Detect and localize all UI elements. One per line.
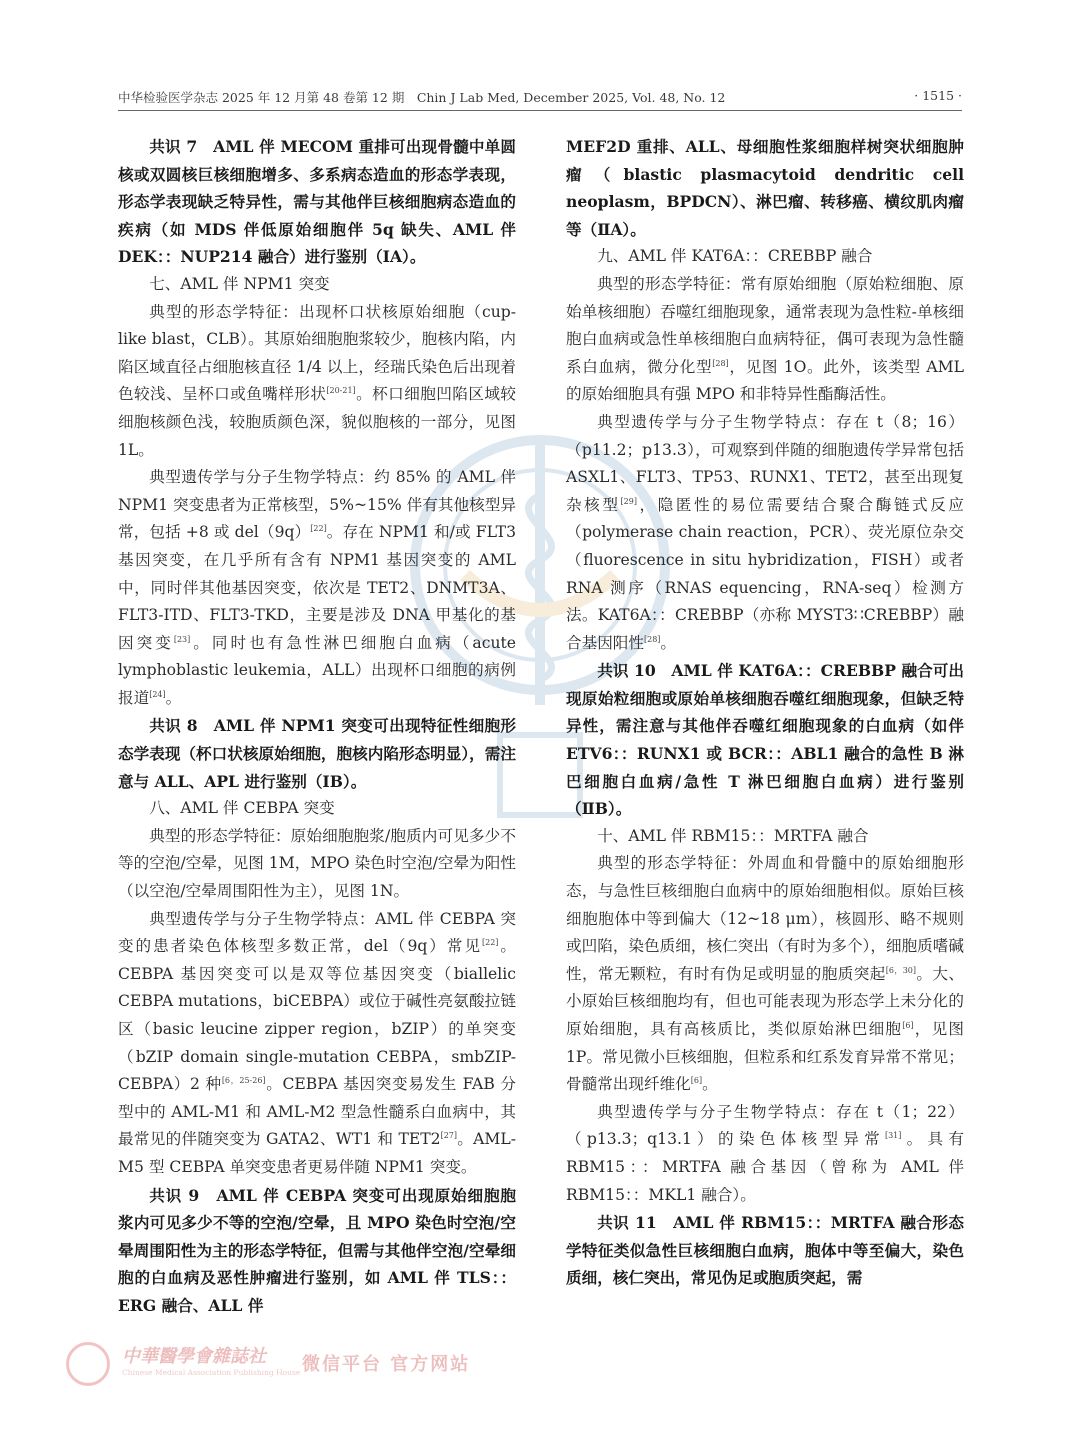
section-heading-7: 七、AML 伴 NPM1 突变 (149, 274, 330, 293)
citation-ref: [29] (620, 496, 637, 506)
citation-ref: [22] (310, 524, 327, 534)
journal-citation: 中华检验医学杂志 2025 年 12 月第 48 卷第 12 期 Chin J Lab Med, December 2025, Vol. 48, No. 12 (118, 90, 726, 105)
consensus-8: 共识 8 AML 伴 NPM1 突变可出现特征性细胞形态学表现（杯口状核原始细胞，胞核内陷形态明显），需注意与 ALL、APL 进行鉴别（ⅠB）。 (118, 716, 516, 791)
npm1-genetics-paragraph: 典型遗传学与分子生物学特点：约 85% 的 AML 伴 NPM1 突变患者为正常核型，5%~15% 伴有其他核型异常，包括 +8 或 del（9q）[22]。存在 NPM1 和/或 FLT3 基因突变，在几乎所有含有 NPM1 基因突变的 AML 中，同时伴其他基因突变，依次是 TET2、DNMT3A、FLT3-ITD、FLT3-TKD，主要是涉及 DNA 甲基化的基因突变[23]。同时也有急性淋巴细胞白血病（acute lymphoblastic leukemia，ALL）出现杯口细胞的病例报道[24]。 (118, 468, 516, 707)
publisher-emblem-icon (66, 1342, 110, 1386)
consensus-10: 共识 10 AML 伴 KAT6A：：CREBBP 融合可出现原始粒细胞或原始单核细胞吞噬红细胞现象，但缺乏特异性，需注意与其他伴吞噬红细胞现象的白血病（如伴 ETV6：：RUNX1 或 BCR：：ABL1 融合的急性 B 淋巴细胞白血病/急性 T 淋巴细胞白血病）进行鉴别（ⅡB）。 (566, 661, 964, 819)
citation-ref: [23] (173, 634, 191, 644)
kat6a-morphology-paragraph: 典型的形态学特征：常有原始细胞（原始粒细胞、原始单核细胞）吞噬红细胞现象，通常表现为急性粒-单核细胞白血病或急性单核细胞白血病特征，偶可表现为急性髓系白血病，微分化型[28]，见图 1O。此外，该类型 AML 的原始细胞具有强 MPO 和非特异性酯酶活性。 (566, 274, 964, 404)
section-heading-10: 十、AML 伴 RBM15：：MRTFA 融合 (597, 826, 869, 845)
consensus-11: 共识 11 AML 伴 RBM15：：MRTFA 融合形态学特征类似急性巨核细胞白血病，胞体中等至偏大，染色质细，核仁突出，常见伪足或胞质突起，需 (566, 1213, 964, 1288)
npm1-morphology-paragraph: 典型的形态学特征：出现杯口状核原始细胞（cup-like blast，CLB）。其原始细胞胞浆较少，胞核内陷，内陷区域直径占细胞核直径 1/4 以上，经瑞氏染色后出现着色较浅、呈杯口或鱼嘴样形状[20-21]。杯口细胞凹陷区域较细胞核颜色浅，较胞质颜色深，貌似胞核的一部分，见图 1L。 (118, 302, 516, 459)
citation-ref: [20-21] (326, 386, 356, 396)
consensus-9: 共识 9 AML 伴 CEBPA 突变可出现原始细胞胞浆内可见多少不等的空泡/空晕，且 MPO 染色时空泡/空晕周围阳性为主的形态学特征，但需与其他伴空泡/空晕细胞的白血病及恶性肿瘤进行鉴别，如 AML 伴 TLS：：ERG 融合、ALL 伴 (118, 1185, 516, 1315)
citation-ref: [6] (902, 1020, 914, 1030)
rbm15-morphology-paragraph: 典型的形态学特征：外周血和骨髓中的原始细胞形态，与急性巨核细胞白血病中的原始细胞相似。原始巨核细胞胞体中等到偏大（12~18 μm），核圆形、略不规则或凹陷，染色质细，核仁突出（有时为多个），细胞质嗜碱性，常无颗粒，有时有伪足或明显的胞质突起[6，30]。大、小原始巨核细胞均有，但也可能表现为形态学上未分化的原始细胞，具有高核质比，类似原始淋巴细胞[6]，见图 1P。常见微小巨核细胞，但粒系和红系发育异常不常见；骨髓常出现纤维化[6]。 (566, 854, 964, 1094)
citation-ref: [31] (884, 1131, 902, 1141)
kat6a-genetics-paragraph: 典型遗传学与分子生物学特点：存在 t（8；16）（p11.2；p13.3），可观察到伴随的细胞遗传学异常包括 ASXL1、FLT3、TP53、RUNX1、TET2，甚至出现复杂核型[29]，隐匿性的易位需要结合聚合酶链式反应（polymerase chain reaction，PCR）、荧光原位杂交（fluorescence in situ hybridization，FISH）或者 RNA 测序（RNAS equencing，RNA-seq）检测方法。KAT6A：：CREBBP（亦称 MYST3∷CREBBP）融合基因阳性[28]。 (566, 412, 964, 652)
right-column (566, 133, 964, 1292)
publisher-logo (66, 1338, 496, 1388)
page-number: · 1515 · (914, 88, 962, 103)
cebpa-genetics-paragraph: 典型遗传学与分子生物学特点：AML 伴 CEBPA 突变的患者染色体核型多数正常，del（9q）常见[22]。CEBPA 基因突变可以是双等位基因突变（biallelic CEBPA mutations，biCEBPA）或位于碱性亮氨酸拉链区（basic leucine zipper region，bZIP）的单突变（bZIP domain single-mutation CEBPA，smbZIP-CEBPA）2 种[6，25-26]。CEBPA 基因突变易发生 FAB 分型中的 AML-M1 和 AML-M2 型急性髓系白血病中，其最常见的伴随突变为 GATA2、WT1 和 TET2[27]。AML-M5 型 CEBPA 单突变患者更易伴随 NPM1 突变。 (118, 909, 516, 1176)
citation-ref: [27] (440, 1131, 457, 1141)
citation-ref: [6] (690, 1076, 703, 1085)
section-heading-9: 九、AML 伴 KAT6A：：CREBBP 融合 (597, 247, 873, 266)
running-header (118, 86, 962, 111)
consensus-7: 共识 7 AML 伴 MECOM 重排可出现骨髓中单圆核或双圆核巨核细胞增多、多系病态造血的形态学表现，形态学表现缺乏特异性，需与其他伴巨核细胞病态造血的疾病（如 MDS 伴低原始细胞伴 5q 缺失、AML 伴 DEK：：NUP214 融合）进行鉴别（ⅠA）。 (118, 137, 516, 267)
section-heading-8: 八、AML 伴 CEBPA 突变 (149, 799, 335, 818)
citation-ref: [28] (643, 634, 661, 644)
citation-ref: [24] (149, 689, 166, 699)
rbm15-genetics-paragraph: 典型遗传学与分子生物学特点：存在 t（1；22）（p13.3；q13.1）的染色体核型异常[31]。具有 RBM15：：MRTFA 融合基因（曾称为 AML 伴 RBM15：：MKL1 融合）。 (566, 1102, 964, 1204)
publisher-name-en: Chinese Medical Association Publishing House (122, 1368, 301, 1377)
citation-ref: [6，25-26] (221, 1076, 266, 1085)
cebpa-morphology-paragraph: 典型的形态学特征：原始细胞胞浆/胞质内可见多少不等的空泡/空晕，见图 1M，MPO 染色时空泡/空晕为阳性（以空泡/空晕周围阳性为主），见图 1N。 (118, 826, 516, 901)
publisher-name-cn: 中華醫學會雜誌社 (122, 1346, 266, 1367)
publisher-tagline: 微信平台 官方网站 (302, 1354, 471, 1375)
citation-ref: [22] (482, 938, 499, 948)
left-column (118, 133, 516, 1320)
citation-ref: [28] (712, 358, 729, 368)
citation-ref: [6，30] (885, 965, 917, 975)
consensus-9-continued: MEF2D 重排、ALL、母细胞性浆细胞样树突状细胞肿瘤（blastic plasmacytoid dendritic cell neoplasm，BPDCN）、淋巴瘤、转移癌、横纹肌肉瘤等（ⅡA）。 (566, 137, 964, 239)
